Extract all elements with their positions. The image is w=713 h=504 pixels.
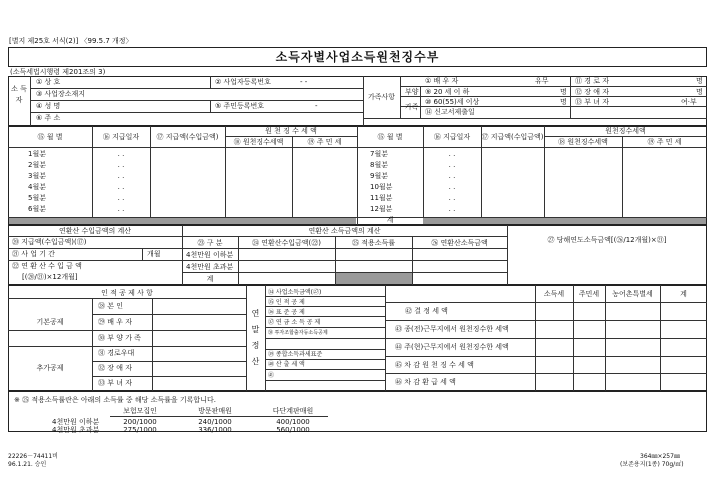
over60-label: ⑩ 60(55)세 이상 [425, 98, 480, 106]
month-row: 11월분 [370, 194, 393, 202]
settlement-row: ㊴ 종합소득과세표준 [268, 351, 323, 358]
refund-label: ㊻ 차 감 환 급 세 액 [395, 378, 456, 386]
month-row: 1월분 [28, 150, 46, 158]
family-group-label: 가족사항 [367, 93, 396, 101]
paper-type: (보존용지(1종) 70g/㎡) [620, 461, 684, 468]
annualized-income-label: ㉒ 연 환 산 수 입 금 액 [12, 262, 82, 270]
elderly-label: ⑪ 경 로 자 [575, 77, 609, 85]
col-income-tax-label: ⑱ 원천징수세액 [233, 138, 284, 146]
current-withheld-label: ㊹ 주(현)근무지에서 원천징수한 세액 [395, 343, 509, 351]
month-row: 10월분 [370, 183, 393, 191]
settlement-row: ㉞ 사업소득금액(㉗) [268, 289, 322, 296]
col-withholding-label-2: 원천징수세액 [605, 127, 646, 135]
business-address-label: ③ 사업장소재지 [36, 90, 86, 98]
rate-value: 200/1000 [123, 418, 157, 426]
month-row: 7월분 [370, 150, 388, 158]
rate-header-multilevel: 다단계판매원 [272, 407, 314, 415]
month-row: 4월분 [28, 183, 46, 191]
rate-row-label: 4천만원 초과분 [52, 426, 100, 434]
elderly-unit: 명 [696, 77, 703, 85]
rate-value: 240/1000 [198, 418, 232, 426]
rate-note-text: ※ ㉕ 적용소득률란은 아래의 소득률 중 해당 소득률을 기록합니다. [14, 396, 216, 404]
col-farm-tax-header: 농어촌특별세 [612, 290, 653, 298]
spouse-deduction-label: ㉙ 배 우 자 [98, 318, 132, 326]
business-period-unit: 개월 [147, 250, 161, 258]
col-amount-label: ⑰ 지급액(수입금액) [156, 133, 219, 141]
date-placeholder: . . [448, 161, 456, 169]
settlement-row: ㊵ 산 출 세 액 [268, 361, 305, 368]
date-placeholder: . . [117, 183, 125, 191]
address-label: ⑥ 주 소 [36, 114, 61, 122]
col-month-label-2: ⑮ 월 별 [377, 133, 403, 141]
date-placeholder: . . [117, 161, 125, 169]
additional-deduction-label: 추가공제 [36, 364, 64, 372]
under-40m-row: 4천만원 이하분 [186, 251, 234, 259]
settlement-row: ㊳ 투자조합출자등소득공제 [268, 330, 328, 336]
rate-header-door-to-door: 방문판매원 [198, 407, 232, 415]
dependents-label-2: 가족 [405, 103, 419, 111]
col-total-header: 계 [680, 290, 687, 298]
paper-size: 364㎜×257㎜ [640, 453, 680, 460]
col-paydate-label-2: ⑯ 지급일자 [433, 133, 471, 141]
woman-deduction-label: ㉝ 부 녀 자 [98, 379, 132, 387]
date-placeholder: . . [117, 194, 125, 202]
month-row: 6월분 [28, 205, 46, 213]
settlement-row: ㊶ [268, 372, 275, 379]
earner-group-label: 소 득 자 [11, 85, 27, 104]
under20-label: ⑨ 20 세 이 하 [425, 88, 470, 96]
rate-total-shading [336, 273, 412, 284]
business-period-label: ㉑ 사 업 기 간 [12, 250, 55, 258]
personal-deduction-title: 인 적 공 제 사 항 [101, 289, 153, 297]
rate-row-label: 4천만원 이하분 [52, 418, 100, 426]
trade-name-label: ① 상 호 [36, 78, 61, 86]
date-placeholder: . . [448, 172, 456, 180]
date-placeholder: . . [448, 183, 456, 191]
basic-deduction-label: 기본공제 [36, 318, 64, 326]
spouse-value: 유무 [535, 77, 549, 85]
spouse-label: ① 배 우 자 [425, 77, 459, 85]
woman-label: ⑬ 부 녀 자 [575, 98, 609, 106]
disabled-unit: 명 [696, 88, 703, 96]
elderly-deduction-label: ㉛ 경로우대 [98, 349, 135, 357]
col-resident-tax-label: ⑲ 주 민 세 [307, 138, 342, 146]
law-reference: (소득세법시행령 제201조의 3) [10, 68, 106, 76]
dependents-deduction-label: ㉚ 부 양 가 족 [98, 334, 141, 342]
under20-unit: 명 [560, 88, 567, 96]
disabled-deduction-label: ㉜ 장 애 자 [98, 364, 132, 372]
month-row: 5월분 [28, 194, 46, 202]
col-income-tax-label-2: ⑱ 원천징수세액 [558, 138, 608, 146]
col-paydate-label: ⑯ 지급일자 [102, 133, 140, 141]
self-label: ㉘ 본 인 [98, 302, 123, 310]
annual-total-label: 계 [206, 275, 214, 283]
disabled-label: ⑫ 장 애 자 [575, 88, 609, 96]
date-placeholder: . . [117, 150, 125, 158]
resident-reg-no-label: ⑤ 주민등록번호 [215, 102, 265, 110]
annual-net-title: 연환산 소득금액의 계산 [308, 227, 381, 235]
col-amount-label-2: ⑰ 지급액(수입금액) [481, 133, 544, 141]
col-income-tax-header: 소득세 [543, 290, 565, 298]
rate-header-insurance: 보험모집인 [123, 407, 157, 415]
month-row: 12월분 [370, 205, 393, 213]
form-code: 22226－74411비 [8, 453, 58, 460]
resident-reg-no-value: - [315, 102, 318, 110]
col-withholding-label: 원 천 징 수 세 액 [265, 127, 317, 135]
woman-value: 여·부 [681, 98, 697, 106]
form-number: [별지 제25호 서식(2)] 〈99.5.7 개정〉 [9, 37, 133, 45]
year-end-settlement-label: 연 말 정 산 [251, 309, 260, 366]
business-reg-no-value: - - [300, 78, 308, 86]
month-row: 9월분 [370, 172, 388, 180]
total-label: 계 [386, 216, 394, 224]
col-resident-tax-header: 주민세 [578, 290, 600, 298]
approval-date: 96.1.21. 승인 [8, 461, 47, 468]
month-row: 3월분 [28, 172, 46, 180]
business-reg-no-label: ② 사업자등록번호 [215, 78, 271, 86]
col-annual-income-label: ㉔ 연환산수입금액(㉒) [251, 239, 322, 247]
settlement-row: ㉟ 인 적 공 제 [268, 299, 305, 306]
month-row: 8월분 [370, 161, 388, 169]
col-annual-net-label: ㉖ 연환산소득금액 [431, 239, 488, 247]
current-year-income-label: ㉗ 당해연도소득금액[(㉖/12개월)×㉑] [547, 236, 667, 244]
date-placeholder: . . [448, 194, 456, 202]
date-placeholder: . . [448, 205, 456, 213]
col-rate-label: ㉕ 적용소득률 [351, 239, 396, 247]
previous-withheld-label: ㊸ 종(전)근무지에서 원천징수한 세액 [395, 325, 509, 333]
annualized-income-formula: [(⑳/㉑)×12개월] [22, 273, 78, 281]
date-placeholder: . . [448, 150, 456, 158]
rate-value: 400/1000 [276, 418, 310, 426]
determined-tax-label: ㊷ 결 정 세 액 [405, 307, 448, 315]
paid-amount-label: ⑳ 지급액(수입금액)(⑰) [12, 238, 87, 246]
left-total-shading [9, 218, 356, 224]
over60-unit: 명 [560, 98, 567, 106]
date-placeholder: . . [117, 172, 125, 180]
rate-value: 560/1000 [276, 426, 310, 434]
col-resident-tax-label-2: ⑲ 주 민 세 [647, 138, 682, 146]
col-division-label: ㉓ 구 분 [197, 239, 223, 247]
right-total-shading [423, 218, 706, 224]
report-date-label: ⑭ 신고서제출일 [425, 108, 475, 116]
rate-value: 336/1000 [198, 426, 232, 434]
page-title: 소득자별사업소득원천징수부 [275, 50, 440, 64]
date-placeholder: . . [117, 205, 125, 213]
annual-income-title: 연환산 수입금액의 계산 [58, 227, 132, 235]
name-label: ④ 성 명 [36, 102, 61, 110]
settlement-row: ㊲ 연 금 소 득 공 제 [268, 319, 321, 326]
rate-value: 275/1000 [123, 426, 157, 434]
over-40m-row: 4천만원 초과분 [186, 263, 234, 271]
month-row: 2월분 [28, 161, 46, 169]
settlement-row: ㊱ 표 준 공 제 [268, 309, 305, 316]
dependents-label: 부양 [405, 88, 419, 96]
col-month-label: ⑮ 월 별 [37, 133, 63, 141]
net-withholding-label: ㊺ 차 감 원 천 징 수 세 액 [395, 361, 474, 369]
